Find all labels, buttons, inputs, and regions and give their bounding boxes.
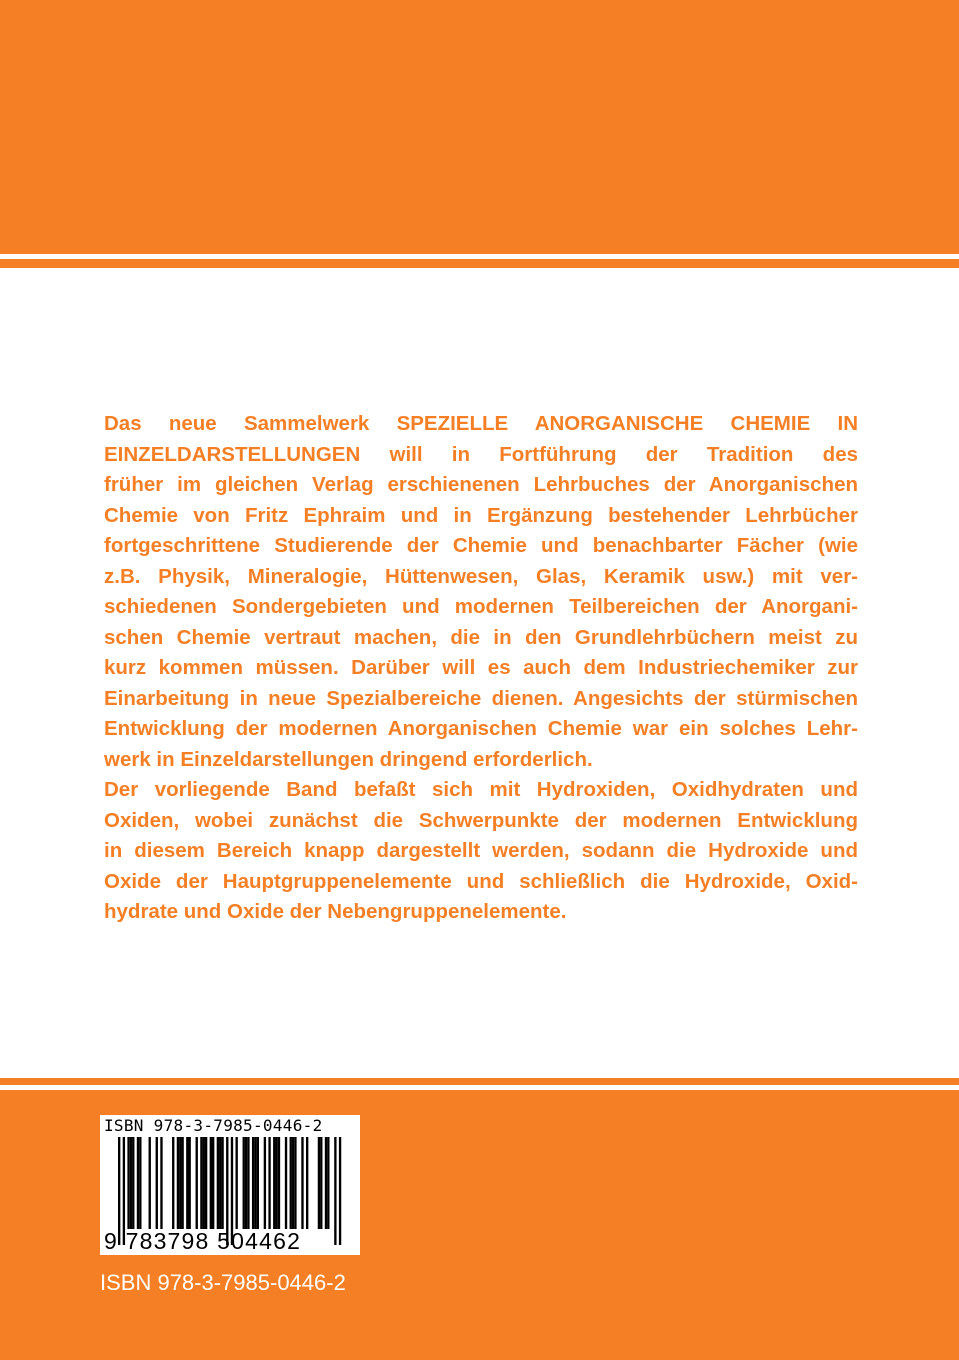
isbn-text: ISBN 978-3-7985-0446-2 — [100, 1270, 346, 1295]
blurb-line: Oxiden, wobei zunächst die Schwerpunkte der modernen Entwicklung — [104, 808, 858, 832]
barcode-bar — [327, 1137, 329, 1229]
barcode-bar — [294, 1137, 296, 1229]
barcode-bar — [236, 1137, 238, 1229]
barcode-bar — [318, 1137, 320, 1229]
blurb-line: in diesem Bereich knapp dargestellt werden, sodann die Hydroxide und — [104, 839, 858, 862]
blurb-line: kurz kommen müssen. Darüber will es auch dem Industriechemiker zur — [104, 656, 858, 679]
blurb-line: schen Chemie vertraut machen, die in den Grundlehrbüchern meist zu — [104, 625, 858, 649]
barcode-bar — [186, 1137, 188, 1229]
blurb-line: Oxide der Hauptgruppenelemente und schließlich die Hydroxide, Oxid- — [104, 869, 858, 893]
barcode-bar — [217, 1137, 219, 1229]
blurb-line: z.B. Physik, Mineralogie, Hüttenwesen, Glas, Keramik usw.) mit ver- — [104, 564, 858, 588]
barcode-bar — [203, 1137, 205, 1229]
barcode-bar — [137, 1137, 139, 1229]
barcode-bar — [189, 1137, 191, 1229]
barcode-bar — [325, 1137, 327, 1229]
barcode-digits: 9 783798 504462 — [104, 1228, 302, 1254]
blurb-line: werk in Einzeldarstellungen dringend erforderlich. — [104, 747, 593, 771]
blurb-line: Der vorliegende Band befaßt sich mit Hydroxiden, Oxidhydraten und — [104, 778, 858, 801]
top-stripe — [0, 254, 959, 259]
barcode-bar — [320, 1137, 322, 1229]
barcode-bar — [127, 1137, 129, 1229]
barcode-bar — [257, 1137, 259, 1229]
blurb-line: Chemie von Fritz Ephraim und in Ergänzung bestehender Lehrbücher — [104, 503, 858, 527]
barcode-bar — [196, 1137, 198, 1229]
barcode — [100, 1115, 360, 1255]
barcode-bar — [252, 1137, 254, 1229]
blurb-line: schiedenen Sondergebieten und modernen Teilbereichen der Anorgani- — [104, 595, 858, 618]
barcode-bar — [200, 1137, 202, 1229]
barcode-bar — [306, 1137, 308, 1229]
barcode-bar — [219, 1137, 221, 1229]
barcode-bar — [278, 1137, 280, 1229]
barcode-bar — [172, 1137, 174, 1229]
barcode-bar — [205, 1137, 207, 1229]
blurb-text — [104, 409, 858, 928]
barcode-bar — [177, 1137, 179, 1229]
barcode-bar — [247, 1137, 249, 1229]
barcode-isbn-label: ISBN 978-3-7985-0446-2 — [104, 1116, 323, 1135]
barcode-bar — [149, 1137, 151, 1229]
barcode-bar — [181, 1137, 183, 1229]
barcode-bar — [210, 1137, 212, 1229]
barcode-bar — [264, 1137, 266, 1229]
barcode-bar — [132, 1137, 134, 1229]
barcode-bar — [245, 1137, 247, 1229]
barcode-bar — [212, 1137, 214, 1229]
barcode-bar — [221, 1137, 223, 1229]
barcode-bar — [254, 1137, 256, 1229]
barcode-bar — [156, 1137, 158, 1229]
blurb-line: Das neue Sammelwerk SPEZIELLE ANORGANISCHE CHEMIE IN — [104, 412, 858, 435]
barcode-bar — [160, 1137, 162, 1229]
barcode-bar — [290, 1137, 292, 1229]
barcode-bar — [292, 1137, 294, 1229]
barcode-bar — [179, 1137, 181, 1229]
blurb-line: früher im gleichen Verlag erschienenen Lehrbuches der Anorganischen — [104, 473, 858, 496]
barcode-bar — [273, 1137, 275, 1229]
bottom-stripe — [0, 1085, 959, 1090]
blurb-line: Einarbeitung in neue Spezialbereiche dienen. Angesichts der stürmischen — [104, 686, 858, 710]
barcode-bar — [243, 1137, 245, 1229]
barcode-bar — [139, 1137, 141, 1229]
blurb-line: Entwicklung der modernen Anorganischen Chemie war ein solches Lehr- — [104, 717, 858, 740]
barcode-bar — [285, 1137, 287, 1229]
blurb-line: fortgeschrittene Studierende der Chemie und benachbarter Fächer (wie — [104, 534, 858, 557]
barcode-bar — [268, 1137, 270, 1229]
barcode-bar — [275, 1137, 277, 1229]
barcode-bar — [301, 1137, 303, 1229]
blurb-line: hydrate und Oxide der Nebengruppenelemente. — [104, 900, 567, 923]
barcode-bar — [130, 1137, 132, 1229]
blurb-line: EINZELDARSTELLUNGEN will in Fortführung der Tradition des — [104, 442, 858, 466]
